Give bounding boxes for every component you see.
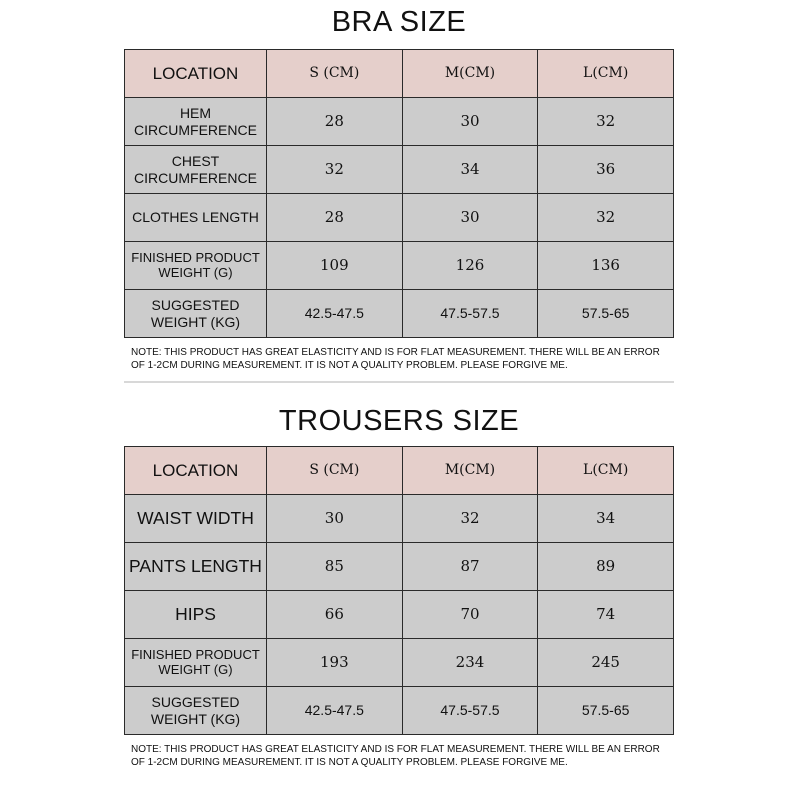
header-size-s: S (CM) [267, 50, 403, 98]
cell-m: 32 [402, 495, 538, 543]
row-label: SUGGESTED WEIGHT (KG) [125, 687, 267, 735]
header-location: LOCATION [125, 447, 267, 495]
trousers-size-section [124, 405, 674, 769]
cell-l: 34 [538, 495, 674, 543]
header-size-m: M(CM) [402, 447, 538, 495]
trousers-size-title: TROUSERS SIZE [278, 405, 520, 437]
table-row [125, 543, 674, 591]
bra-note: NOTE: THIS PRODUCT HAS GREAT ELASTICITY AND IS FOR FLAT MEASUREMENT. THERE WILL BE AN ERROR OF 1-2CM DURING MEASUREMENT. IT IS NOT A QUALITY PROBLEM. PLEASE FORGIVE ME. [131, 347, 660, 371]
cell-s: 42.5-47.5 [267, 290, 403, 338]
cell-m: 30 [402, 194, 538, 242]
cell-m: 126 [402, 242, 538, 290]
cell-l: 57.5-65 [538, 290, 674, 338]
bra-size-table [124, 49, 674, 338]
table-row [125, 591, 674, 639]
cell-s: 28 [267, 194, 403, 242]
bra-size-section [124, 6, 674, 383]
cell-m: 34 [402, 146, 538, 194]
cell-m: 70 [402, 591, 538, 639]
table-row [125, 290, 674, 338]
table-row [125, 242, 674, 290]
row-label: WAIST WIDTH [125, 495, 267, 543]
cell-l: 32 [538, 194, 674, 242]
cell-m: 30 [402, 98, 538, 146]
cell-m: 87 [402, 543, 538, 591]
divider [124, 381, 674, 383]
cell-s: 85 [267, 543, 403, 591]
header-size-l: L(CM) [538, 447, 674, 495]
cell-s: 193 [267, 639, 403, 687]
cell-l: 136 [538, 242, 674, 290]
row-label: HEM CIRCUMFERENCE [125, 98, 267, 146]
row-label: SUGGESTED WEIGHT (KG) [125, 290, 267, 338]
cell-s: 109 [267, 242, 403, 290]
cell-l: 36 [538, 146, 674, 194]
header-size-m: M(CM) [402, 50, 538, 98]
cell-m: 47.5-57.5 [402, 290, 538, 338]
table-row [125, 687, 674, 735]
row-label: CHEST CIRCUMFERENCE [125, 146, 267, 194]
cell-s: 30 [267, 495, 403, 543]
table-row [125, 194, 674, 242]
trousers-note: NOTE: THIS PRODUCT HAS GREAT ELASTICITY AND IS FOR FLAT MEASUREMENT. THERE WILL BE AN ERROR OF 1-2CM DURING MEASUREMENT. IT IS NOT A QUALITY PROBLEM. PLEASE FORGIVE ME. [131, 744, 660, 768]
cell-s: 32 [267, 146, 403, 194]
row-label: HIPS [125, 591, 267, 639]
row-label: CLOTHES LENGTH [125, 194, 267, 242]
row-label: FINISHED PRODUCT WEIGHT (G) [125, 242, 267, 290]
header-size-l: L(CM) [538, 50, 674, 98]
cell-l: 89 [538, 543, 674, 591]
cell-l: 32 [538, 98, 674, 146]
header-size-s: S (CM) [267, 447, 403, 495]
cell-s: 28 [267, 98, 403, 146]
cell-l: 245 [538, 639, 674, 687]
table-row [125, 146, 674, 194]
cell-s: 66 [267, 591, 403, 639]
cell-l: 74 [538, 591, 674, 639]
table-row [125, 639, 674, 687]
table-row [125, 495, 674, 543]
table-row [125, 98, 674, 146]
row-label: FINISHED PRODUCT WEIGHT (G) [125, 639, 267, 687]
cell-s: 42.5-47.5 [267, 687, 403, 735]
cell-m: 234 [402, 639, 538, 687]
trousers-size-table [124, 446, 674, 735]
header-location: LOCATION [125, 50, 267, 98]
row-label: PANTS LENGTH [125, 543, 267, 591]
bra-size-title: BRA SIZE [331, 6, 467, 38]
table-header-row [125, 50, 674, 98]
cell-l: 57.5-65 [538, 687, 674, 735]
cell-m: 47.5-57.5 [402, 687, 538, 735]
table-header-row [125, 447, 674, 495]
